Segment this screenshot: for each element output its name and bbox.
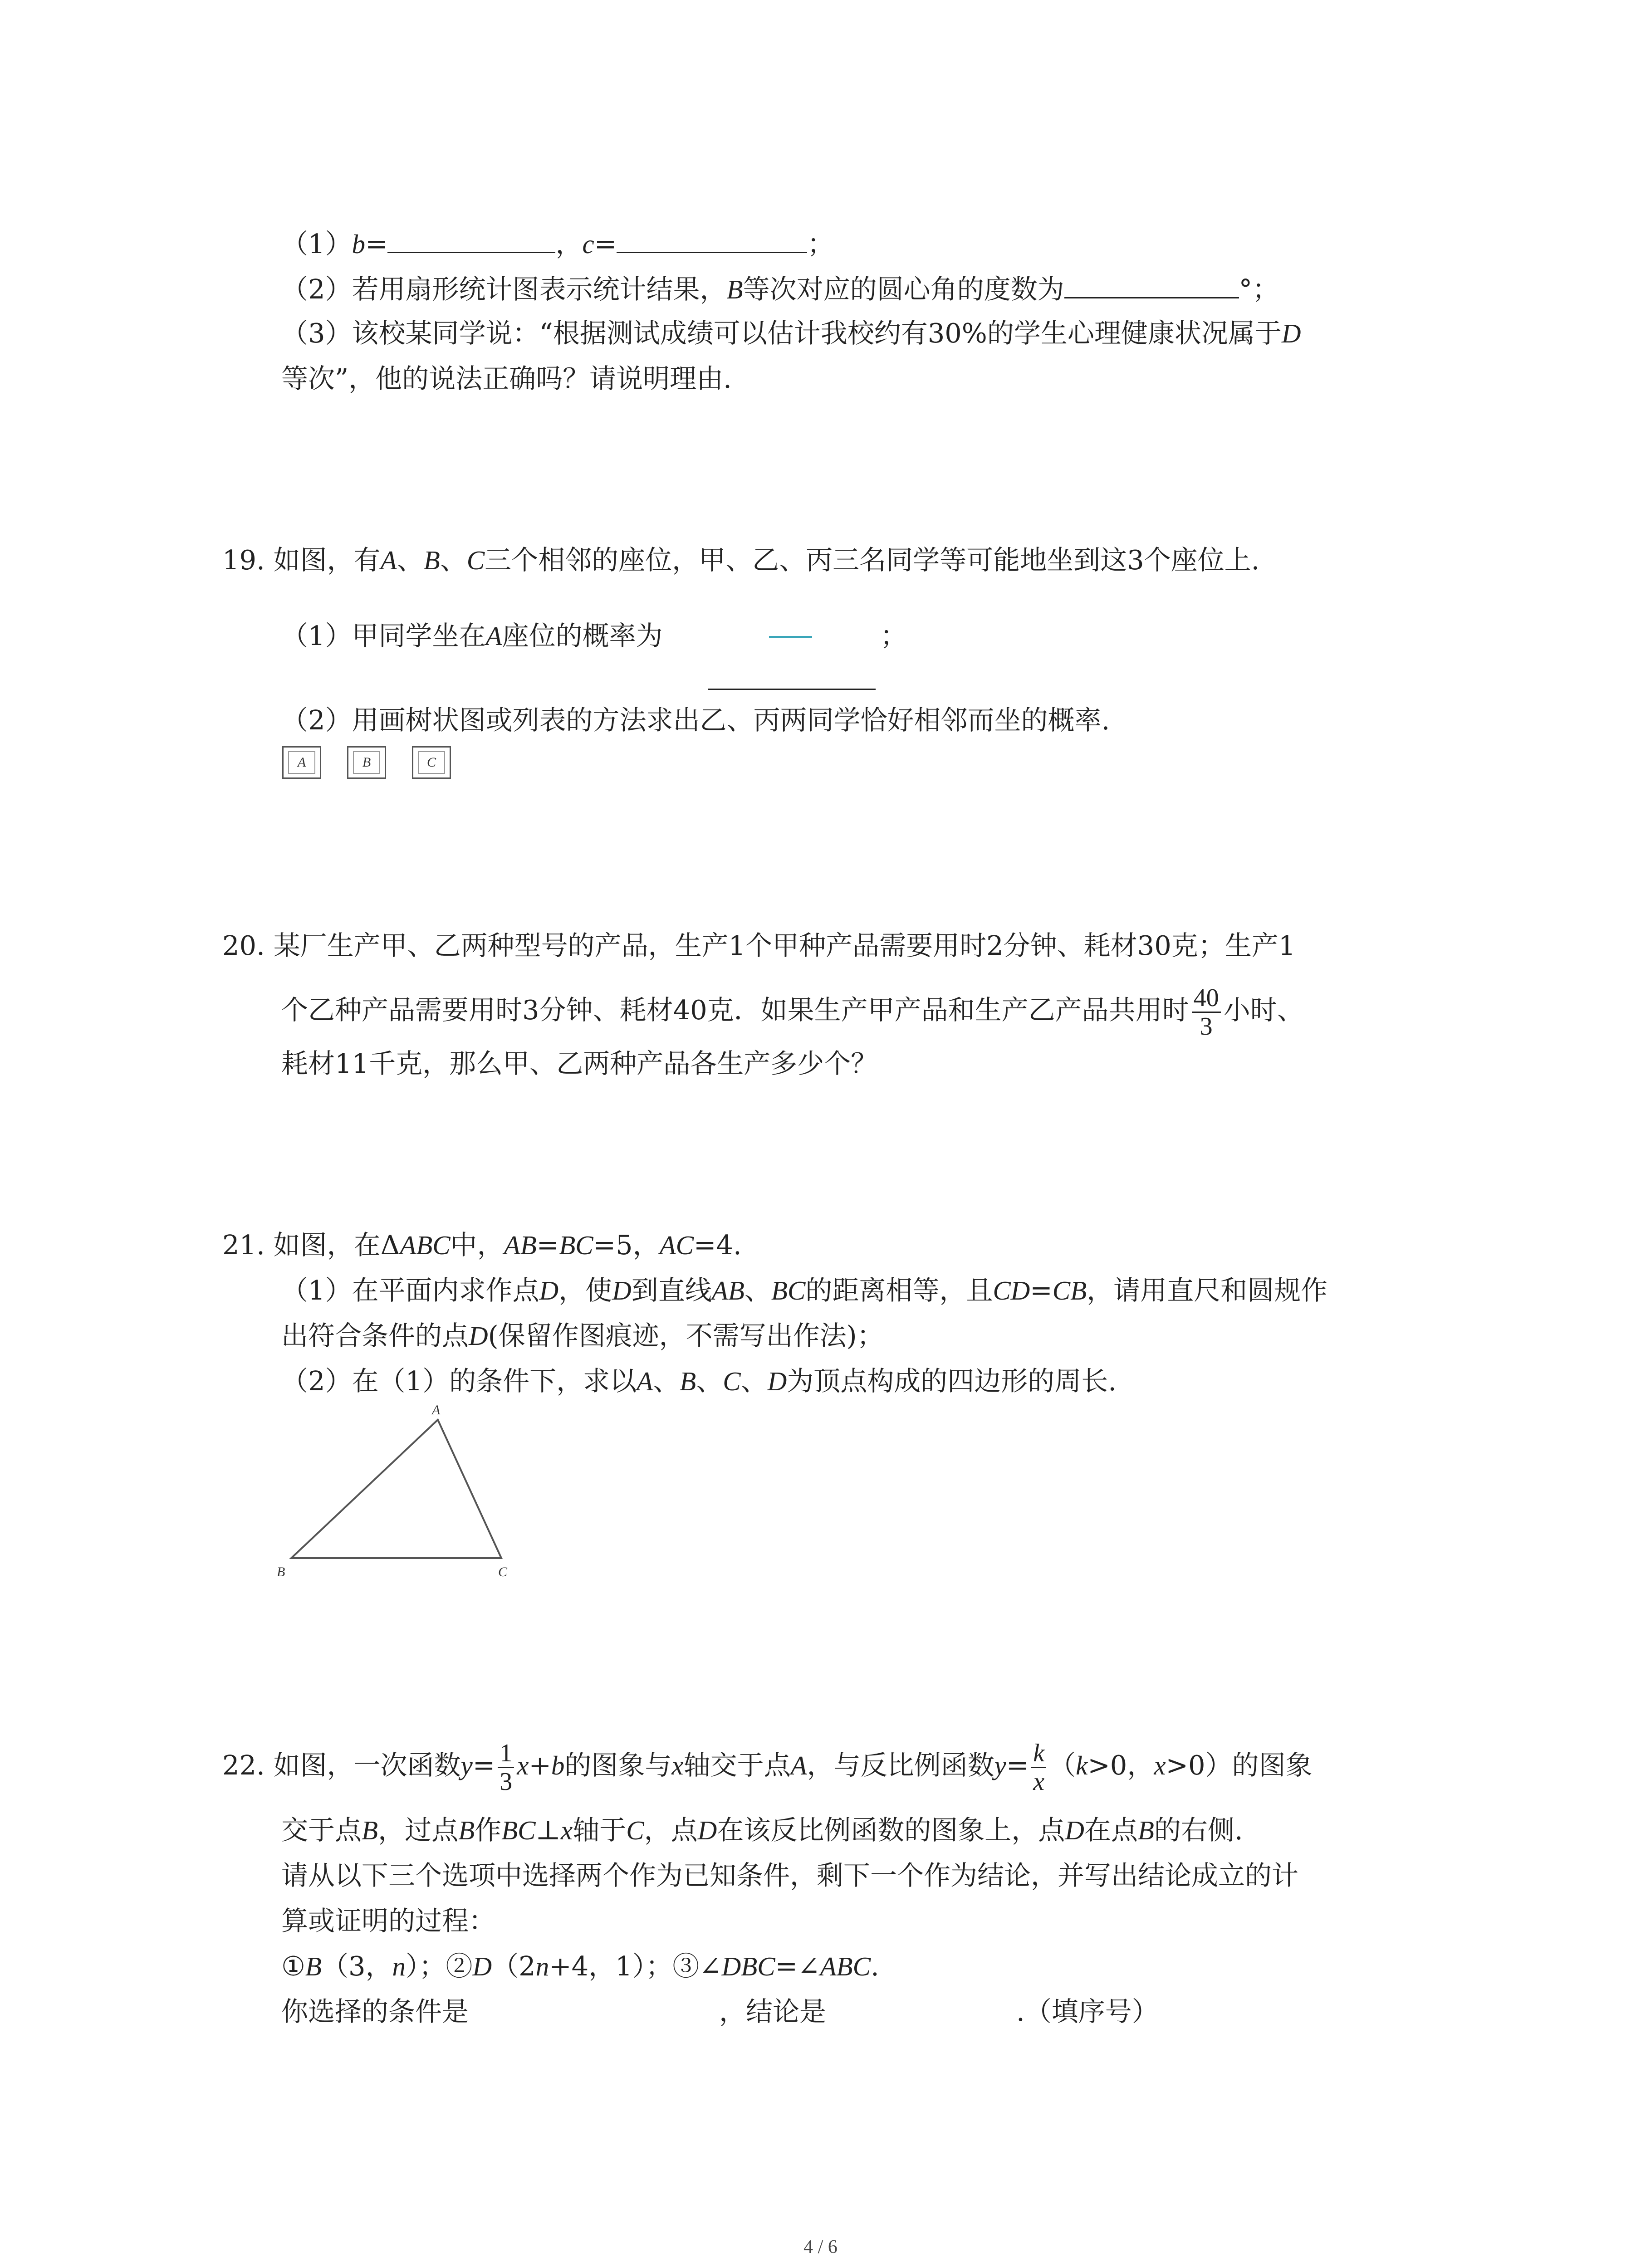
vertex-label-b: B — [277, 1564, 285, 1579]
q22-options: ①B（3，n）；②D（2n+4，1）；③∠DBC=∠ABC. — [281, 1950, 879, 1982]
q21-line1: 21. 如图，在ΔABC中，AB=BC=5，AC=4. — [222, 1229, 742, 1261]
q18-line4: 等次”，他的说法正确吗？请说明理由. — [281, 363, 732, 394]
q20-line1: 20. 某厂生产甲、乙两种型号的产品，生产1个甲种产品需要用时2分钟、耗材30克；生产1 — [222, 930, 1296, 961]
q22-line4: 算或证明的过程： — [281, 1905, 496, 1936]
q19-line3: （2）用画树状图或列表的方法求出乙、丙两同学恰好相邻而坐的概率. — [281, 704, 1110, 736]
q22-line2: 交于点B，过点B作BC⊥x轴于C，点D在该反比例函数的图象上，点D在点B的右侧. — [281, 1814, 1243, 1846]
q22-line6c: .（填序号） — [1016, 1996, 1159, 2027]
q22-line6a: 你选择的条件是 — [281, 1996, 469, 2027]
fraction-40-3: $\frac{40}{3}$ — [1192, 984, 1221, 1040]
q20-line2: 个乙种产品需要用时3分钟、耗材40克．如果生产甲产品和生产乙产品共用时 $\frac{40}{3}$ 小时、 — [281, 984, 1304, 1041]
probability-fraction-placeholder — [769, 636, 812, 638]
q22-line6b: ，结论是 — [719, 1996, 827, 2027]
page-number: 4 / 6 — [803, 2237, 838, 2258]
q19-line1: 19. 如图，有A、B、C三个相邻的座位，甲、乙、丙三名同学等可能地坐到这3个座位上. — [222, 544, 1260, 576]
answer-blank-b[interactable] — [387, 225, 555, 253]
fraction-1-3: $\frac{1}{3}$ — [498, 1740, 514, 1795]
seat-b: B — [347, 746, 386, 779]
question-number: 21. — [222, 1229, 265, 1261]
answer-blank-angle[interactable] — [1064, 270, 1239, 298]
q18-line3: （3）该校某同学说：“根据测试成绩可以估计我校约有30%的学生心理健康状况属于D — [281, 318, 1301, 349]
answer-blank-c[interactable] — [617, 225, 807, 253]
vertex-label-a: A — [432, 1403, 441, 1418]
q21-line2: （1）在平面内求作点D，使D到直线AB、BC的距离相等，且CD=CB，请用直尺和圆规作 — [281, 1275, 1328, 1306]
question-number: 19. — [222, 544, 265, 576]
fraction-k-x: $\frac{k}{x}$ — [1031, 1740, 1046, 1795]
answer-blank-probability[interactable] — [708, 689, 876, 690]
q22-line1: 22. 如图，一次函数y= $\frac{1}{3}$ x+b的图象与x轴交于点A，与反比例函数y= $\frac{k}{x}$ （k>0，x>0）的图象 — [222, 1739, 1313, 1796]
seat-c: C — [412, 746, 451, 779]
question-number: 20. — [222, 930, 265, 961]
q18-line2: （2）若用扇形统计图表示统计结果，B等次对应的圆心角的度数为 °； — [281, 270, 1279, 308]
triangle-abc — [291, 1420, 501, 1558]
seat-a: A — [282, 746, 321, 779]
q19-semicolon: ； — [880, 620, 907, 651]
triangle-abc-figure — [272, 1397, 517, 1592]
question-number: 22. — [222, 1750, 265, 1781]
q18-line1: （1）b= ，c= ； — [281, 225, 834, 262]
q19-line2: （1）甲同学坐在A座位的概率为 — [281, 620, 663, 651]
q22-line3: 请从以下三个选项中选择两个作为已知条件，剩下一个作为结论，并写出结论成立的计 — [281, 1860, 1299, 1891]
q20-line3: 耗材11千克，那么甲、乙两种产品各生产多少个？ — [281, 1048, 878, 1079]
q21-line3: 出符合条件的点D(保留作图痕迹，不需写出作法)； — [281, 1320, 884, 1351]
vertex-label-c: C — [498, 1564, 508, 1579]
q21-line4: （2）在（1）的条件下，求以A、B、C、D为顶点构成的四边形的周长. — [281, 1365, 1117, 1397]
